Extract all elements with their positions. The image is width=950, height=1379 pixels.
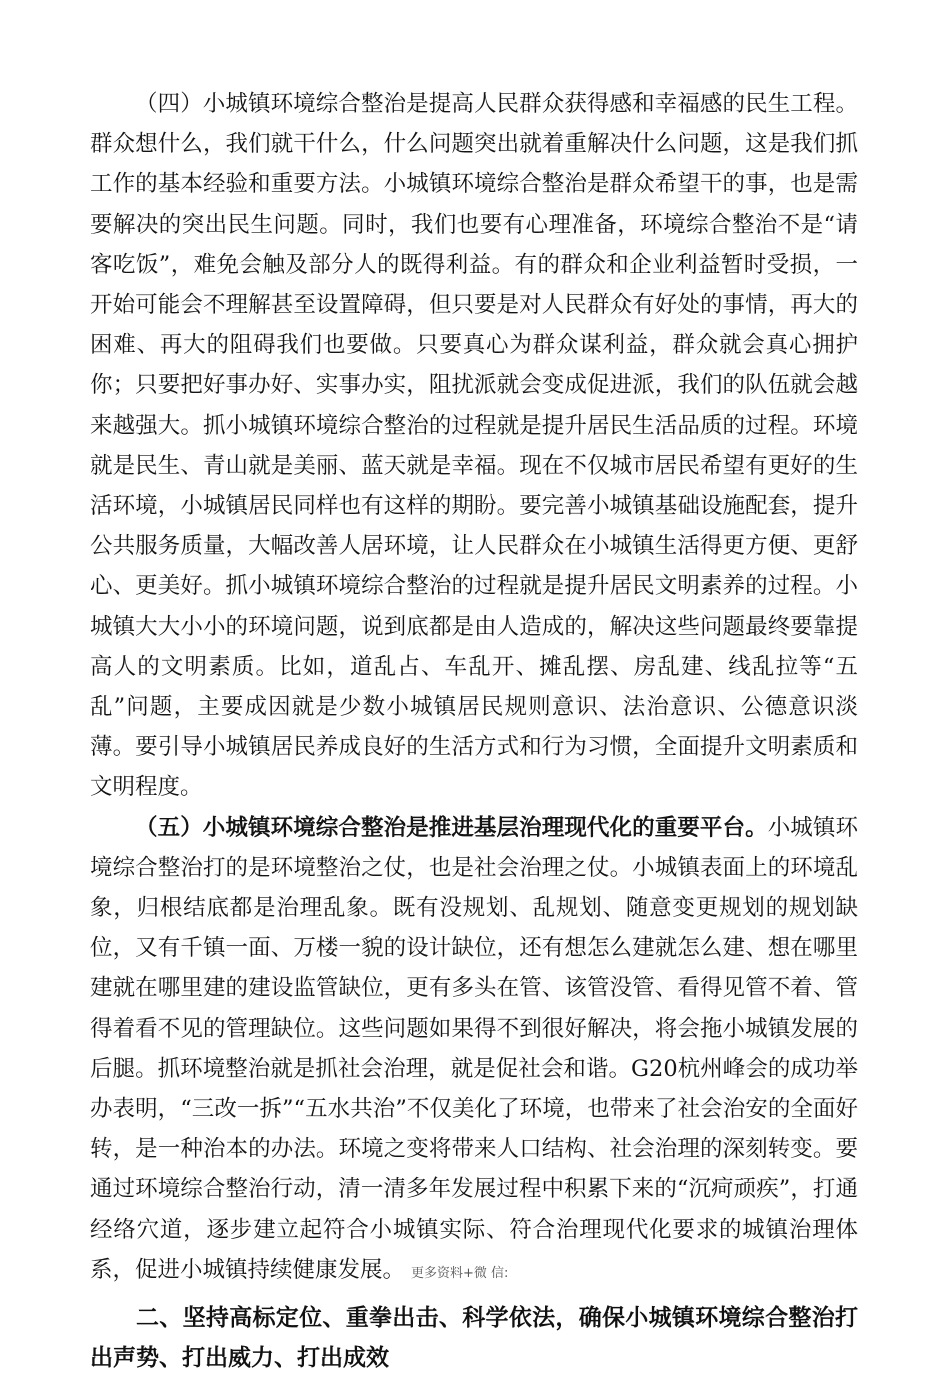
watermark-note: 更多资料+微 信: bbox=[411, 1265, 509, 1281]
document-body bbox=[90, 84, 858, 1379]
paragraph-5 bbox=[90, 808, 858, 1294]
paragraph-5-body: 小城镇环境综合整治打的是环境整治之仗，也是社会治理之仗。小城镇表面上的环境乱象，归根结底都是治理乱象。既有没规划、乱规划、随意变更规划的规划缺位，又有千镇一面、万楼一貌的设计缺位，还有想怎么建就怎么建、想在哪里建就在哪里建的建设监管缺位，更有多头在管、该管没管、看得见管不着、管得着看不见的管理缺位。这些问题如果得不到很好解决，将会拖小城镇发展的后腿。抓环境整治就是抓社会治理，就是促社会和谐。G20杭州峰会的成功举办表明，“三改一拆”“五水共治”不仅美化了环境，也带来了社会治安的全面好转，是一种治本的办法。环境之变将带来人口结构、社会治理的深刻转变。要通过环境综合整治行动，清一清多年发展过程中积累下来的“沉疴顽疾”，打通经络穴道，逐步建立起符合小城镇实际、符合治理现代化要求的城镇治理体系，促进小城镇持续健康发展。 bbox=[90, 814, 858, 1283]
section-heading: 二、坚持高标定位、重拳出击、科学依法，确保小城镇环境综合整治打出声势、打出威力、打出成效 bbox=[90, 1305, 858, 1372]
paragraph-4: （四）小城镇环境综合整治是提高人民群众获得感和幸福感的民生工程。群众想什么，我们就干什么，什么问题突出就着重解决什么问题，这是我们抓工作的基本经验和重要方法。小城镇环境综合整治是群众希望干的事，也是需要解决的突出民生问题。同时，我们也要有心理准备，环境综合整治不是“请客吃饭”，难免会触及部分人的既得利益。有的群众和企业利益暂时受损，一开始可能会不理解甚至设置障碍，但只要是对人民群众有好处的事情，再大的困难、再大的阻碍我们也要做。只要真心为群众谋利益，群众就会真心拥护你；只要把好事办好、实事办实，阻扰派就会变成促进派，我们的队伍就会越来越强大。抓小城镇环境综合整治的过程就是提升居民生活品质的过程。环境就是民生、青山就是美丽、蓝天就是幸福。现在不仅城市居民希望有更好的生活环境，小城镇居民同样也有这样的期盼。要完善小城镇基础设施配套，提升公共服务质量，大幅改善人居环境，让人民群众在小城镇生活得更方便、更舒心、更美好。抓小城镇环境综合整治的过程就是提升居民文明素养的过程。小城镇大大小小的环境问题，说到底都是由人造成的，解决这些问题最终要靠提高人的文明素质。比如，道乱占、车乱开、摊乱摆、房乱建、线乱拉等“五乱”问题，主要成因就是少数小城镇居民规则意识、法治意识、公德意识淡薄。要引导小城镇居民养成良好的生活方式和行为习惯，全面提升文明素质和文明程度。 bbox=[90, 91, 858, 801]
paragraph-5-lead: （五）小城镇环境综合整治是推进基层治理现代化的重要平台。 bbox=[135, 814, 768, 841]
